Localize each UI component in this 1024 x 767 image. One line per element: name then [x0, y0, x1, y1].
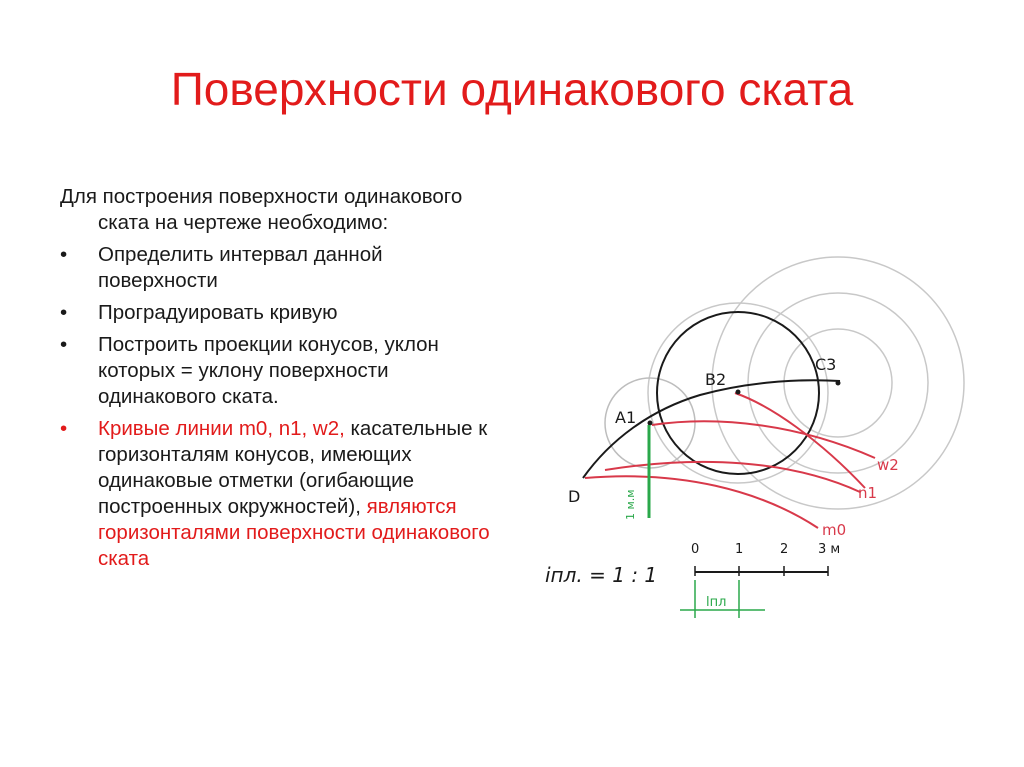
interval-label: lпл — [706, 595, 727, 610]
curve-w2-branch — [735, 393, 865, 488]
label-b2: B2 — [705, 370, 727, 389]
bullet-item — [60, 416, 500, 572]
intro-text: Для построения поверхности одинакового ската на чертеже необходимо: — [60, 185, 463, 234]
point-c3-dot — [836, 381, 841, 386]
slide-title: Поверхности одинакового ската — [170, 63, 854, 115]
curve-m0 — [585, 476, 818, 528]
construction-drawing — [520, 200, 1010, 720]
bullet-item — [60, 332, 500, 410]
bullet-item — [60, 300, 500, 326]
vertical-label: 1 м.м — [624, 489, 637, 520]
bullet-text: Построить проекции конусов, уклон которых = уклону поверхности одинакового ската. — [98, 333, 439, 408]
slide-body — [60, 184, 500, 578]
bullet-list — [60, 242, 500, 572]
bullet-dot: • — [60, 301, 68, 324]
curve-w2 — [652, 421, 875, 458]
bullet-black-middle: касательные к горизонталям конусов, имеющих одинаковые отметки (огибающие построенных окружностей), — [98, 417, 488, 518]
bullet-dot: • — [60, 417, 68, 440]
bullet-text: Проградуировать кривую — [98, 301, 338, 324]
scale-label: 2 — [780, 542, 789, 557]
bullet-red-lead: Кривые линии m0, n1, w2, — [98, 417, 345, 440]
label-w2: w2 — [877, 456, 899, 474]
label-a1: A1 — [615, 408, 637, 427]
guide-curve — [583, 380, 840, 478]
bullet-dot: • — [60, 243, 68, 266]
scale-label: 3 м — [818, 542, 841, 557]
label-m0: m0 — [822, 521, 847, 539]
bullet-dot: • — [60, 333, 68, 356]
label-d: D — [568, 487, 581, 506]
label-n1: n1 — [858, 484, 878, 502]
point-b2-dot — [736, 390, 741, 395]
slope-ratio: iпл. = 1 : 1 — [545, 563, 658, 587]
bullet-text: Определить интервал данной поверхности — [98, 243, 383, 292]
bullet-red-tail: являются горизонталями поверхности одинакового ската — [98, 495, 490, 570]
label-c3: C3 — [815, 355, 837, 374]
scale-label: 1 — [735, 542, 744, 557]
scale-label: 0 — [691, 542, 700, 557]
bullet-item — [60, 242, 500, 294]
point-a1-dot — [648, 421, 653, 426]
